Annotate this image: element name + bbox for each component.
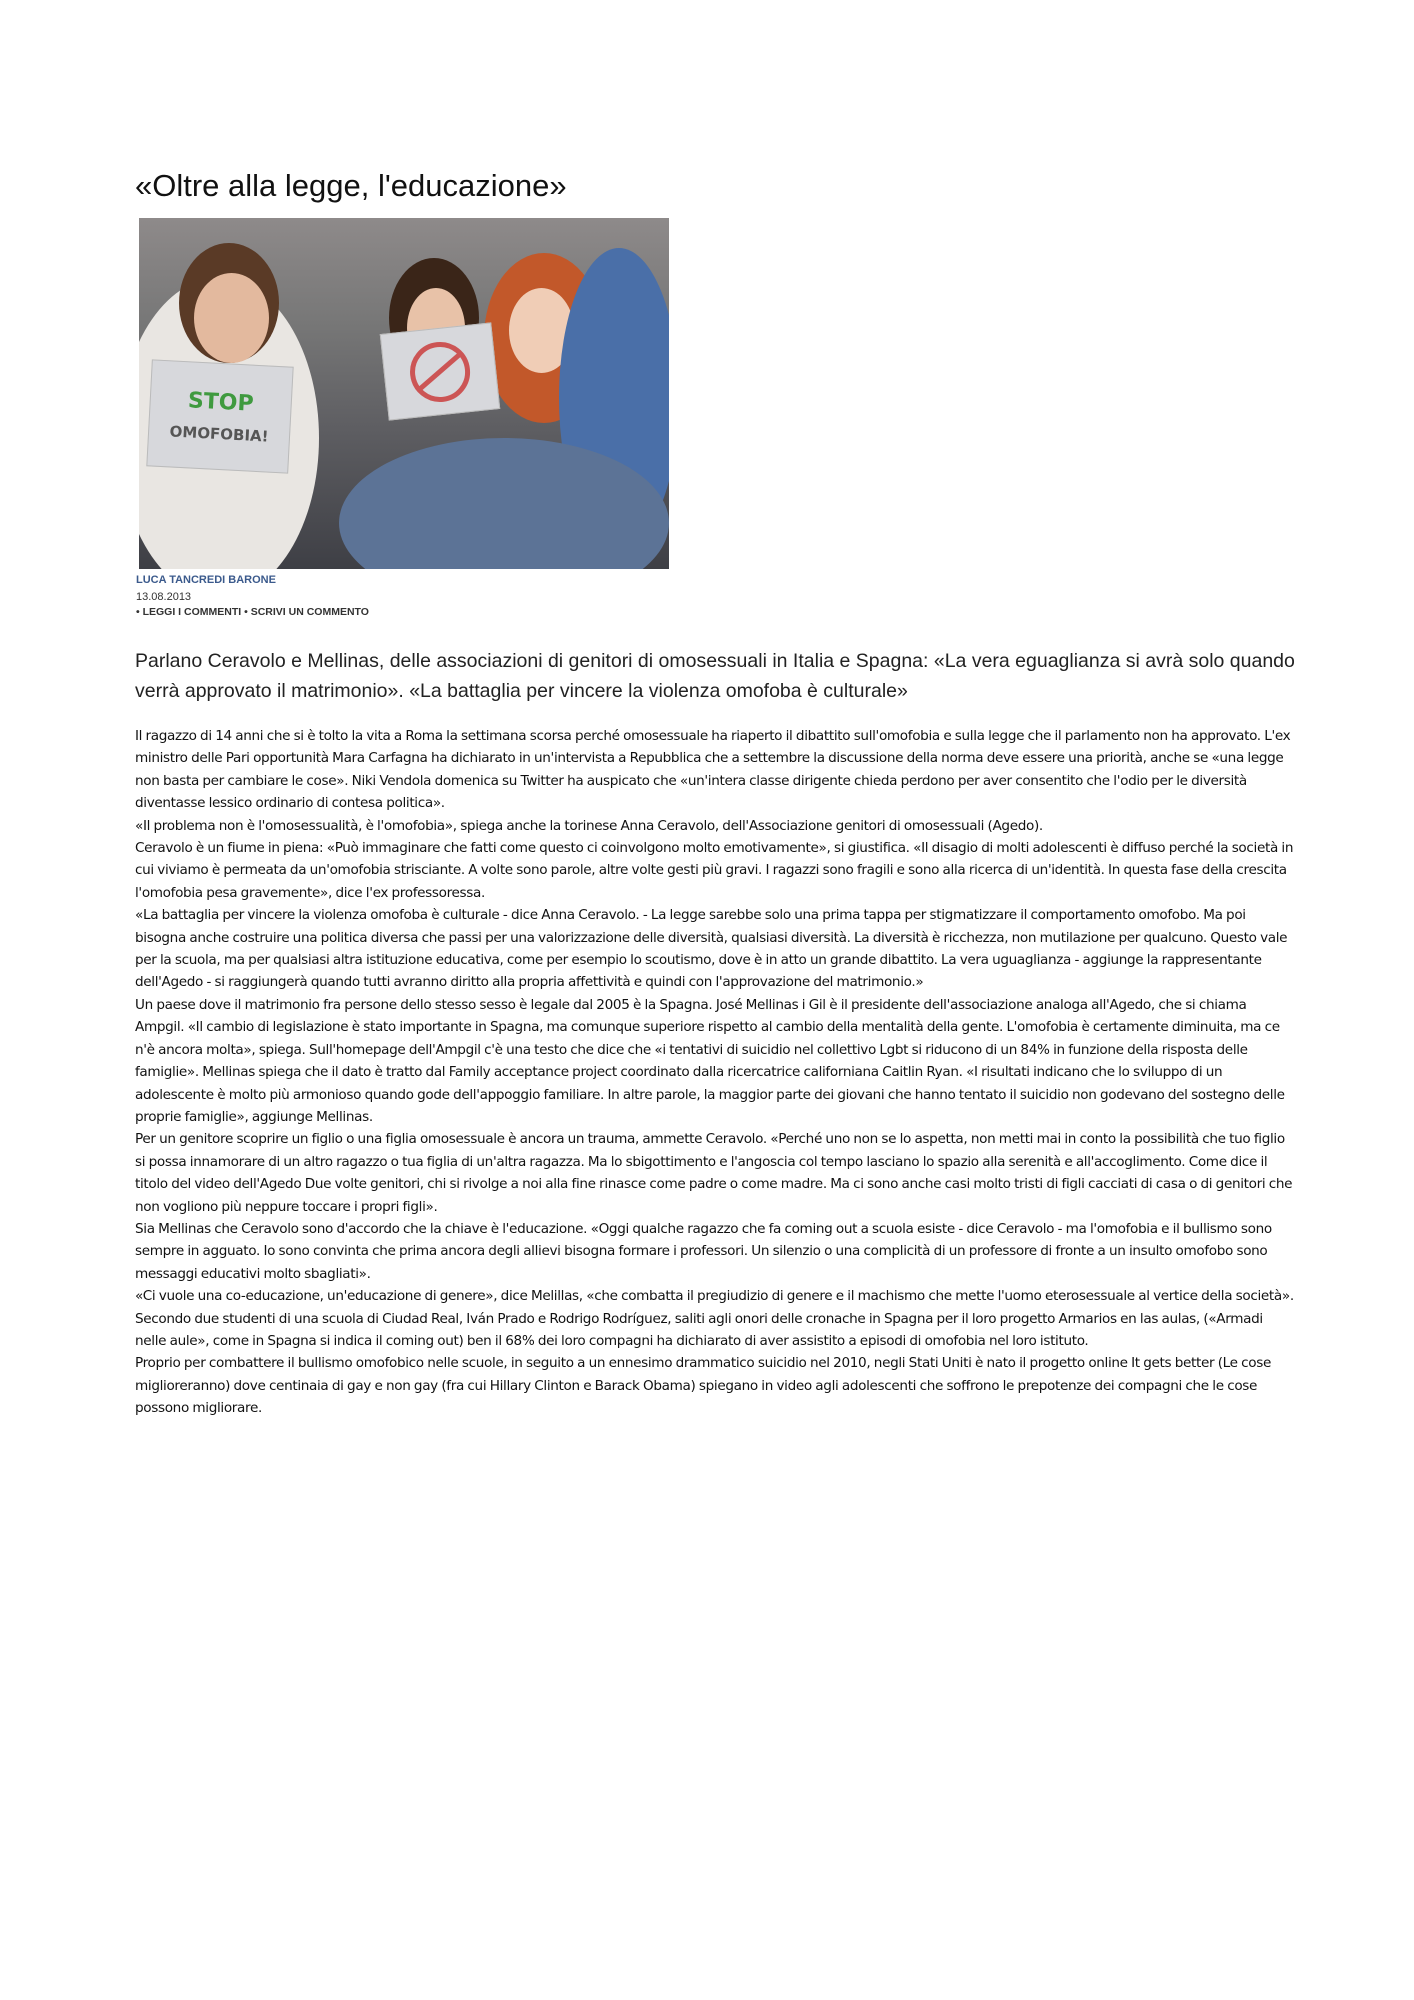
comment-links (136, 606, 369, 618)
paragraph: Sia Mellinas che Ceravolo sono d'accordo che la chiave è l'educazione. «Oggi qualche ragazzo che fa coming out a scuola esiste - dice Ceravolo - ma l'omofobia e il bullismo sono sempre in agguato. Io sono convinta che prima ancora degli allievi bisogna formare i professori. Un silenzio o una complicità di un professore di fronte a un insulto omofobo sono messaggi educativi molto sbagliati». (135, 1220, 1272, 1282)
photo-face-left (194, 273, 269, 363)
paragraph: Secondo due studenti di una scuola di Ciudad Real, Iván Prado e Rodrigo Rodríguez, saliti agli onori delle cronache in Spagna per il loro progetto Armarios en las aulas, («Armadi nelle aule», come in Spagna si indica il coming out) ben il 68% dei loro compagni ha dichiarato di aver assistito a episodi di omofobia nel loro istituto. (135, 1310, 1263, 1349)
article-lead: Parlano Ceravolo e Mellinas, delle associazioni di genitori di omosessuali in Italia e Spagna: «La vera eguaglianza si avrà solo quando verrà approvato il matrimonio». «La battaglia per vincere la violenza omofoba è culturale» (135, 650, 1295, 702)
sign-text-omofobia: OMOFOBIA! (169, 422, 269, 446)
paragraph: Ceravolo è un fiume in piena: «Può immaginare che fatti come questo ci coinvolgono molto emotivamente», si giustifica. «Il disagio di molti adolescenti è diffuso perché la società in cui viviamo è permeata da un'omofobia strisciante. A volte sono parole, altre volte gesti più gravi. I ragazzi sono fragili e sono alla ricerca di un'identità. In questa fase della crescita l'omofobia pesa gravemente», dice l'ex professoressa. (135, 840, 1294, 901)
author-link[interactable]: LUCA TANCREDI BARONE (136, 574, 276, 586)
paragraph: «Ci vuole una co-educazione, un'educazione di genere», dice Melillas, «che combatta il pregiudizio di genere e il machismo che mette l'uomo eterosessuale al vertice della società». (135, 1288, 1294, 1305)
paragraph: «La battaglia per vincere la violenza omofoba è culturale - dice Anna Ceravolo. - La legge sarebbe solo una prima tappa per stigmatizzare il comportamento omofobo. Ma poi bisogna anche costruire una politica diversa che passi per una valorizzazione delle diversità, qualsiasi diversità. La diversità è ricchezza, non mutilazione per qualcuno. Questo vale per la scuola, ma per qualsiasi altra istituzione educativa, come per esempio lo scoutismo, dove è in atto un grande dibattito. La vera uguaglianza - aggiunge la rappresentante dell'Agedo - si raggiungerà quando tutti avranno diritto alla propria affettività e quindi con l'approvazione del matrimonio.» (135, 907, 1288, 991)
article-body (135, 725, 1295, 1420)
prohibited-icon (407, 339, 473, 405)
article-photo (139, 218, 669, 569)
paragraph: Per un genitore scoprire un figlio o una figlia omosessuale è ancora un trauma, ammette Ceravolo. «Perché uno non se lo aspetta, non metti mai in conto la possibilità che tuo figlio si possa innamorare di un altro ragazzo o tua figlia di un'altra ragazza. Ma lo sbigottimento e l'angoscia col tempo lasciano lo spazio alla serenità e all'accoglimento. Come dice il titolo del video dell'Agedo Due volte genitori, chi si rivolge a noi alla fine rinasce come padre o come madre. Ma ci sono anche casi molto tristi di figli cacciati di casa o di genitori che non vogliono più neppure toccare i propri figli». (135, 1131, 1293, 1215)
paragraph: Proprio per combattere il bullismo omofobico nelle scuole, in seguito a un ennesimo drammatico suicidio nel 2010, negli Stati Uniti è nato il progetto online It gets better (Le cose miglioreranno) dove centinaia di gay e non gay (fra cui Hillary Clinton e Barack Obama) spiegano in video agli adolescenti che soffrono le prepotenze dei compagni che le cose possono migliorare. (135, 1355, 1271, 1417)
paragraph: Il ragazzo di 14 anni che si è tolto la vita a Roma la settimana scorsa perché omosessuale ha riaperto il dibattito sull'omofobia e sulla legge che il parlamento non ha approvato. L'ex ministro delle Pari opportunità Mara Carfagna ha dichiarato in un'intervista a Repubblica che a settembre la discussione della norma deve essere una priorità, anche se «una legge non basta per cambiare le cose». Niki Vendola domenica su Twitter ha auspicato che «un'intera classe dirigente chieda perdono per aver consentito che l'odio per le diversità diventasse lessico ordinario di contesa politica». (135, 728, 1291, 812)
article-title: «Oltre alla legge, l'educazione» (135, 168, 567, 203)
write-comment-link[interactable]: • SCRIVI UN COMMENTO (244, 606, 369, 618)
sign-text-stop: STOP (187, 388, 255, 417)
photo-sign-stop-omofobia (146, 359, 293, 473)
photo-sign-prohibited (380, 322, 500, 420)
read-comments-link[interactable]: • LEGGI I COMMENTI (136, 606, 242, 618)
paragraph: «Il problema non è l'omosessualità, è l'omofobia», spiega anche la torinese Anna Ceravolo, dell'Associazione genitori di omosessuali (Agedo). (135, 817, 1043, 834)
publish-date: 13.08.2013 (136, 591, 192, 603)
paragraph: Un paese dove il matrimonio fra persone dello stesso sesso è legale dal 2005 è la Spagna. José Mellinas i Gil è il presidente dell'associazione analoga all'Agedo, che si chiama Ampgil. «Il cambio di legislazione è stato importante in Spagna, ma comunque superiore rispetto al cambio della mentalità della gente. L'omofobia è certamente diminuita, ma ce n'è ancora molta», spiega. Sull'homepage dell'Ampgil c'è una testo che dice che «i tentativi di suicidio nel collettivo Lgbt si riducono di un 84% in funzione della risposta delle famiglie». Mellinas spiega che il dato è tratto dal Family acceptance project coordinato dalla ricercatrice californiana Caitlin Ryan. «I risultati indicano che lo sviluppo di un adolescente è molto più armonioso quando gode dell'appoggio familiare. In altre parole, la maggior parte dei giovani che hanno tentato il suicidio non godevano del sostegno delle proprie famiglie», aggiunge Mellinas. (135, 996, 1285, 1125)
